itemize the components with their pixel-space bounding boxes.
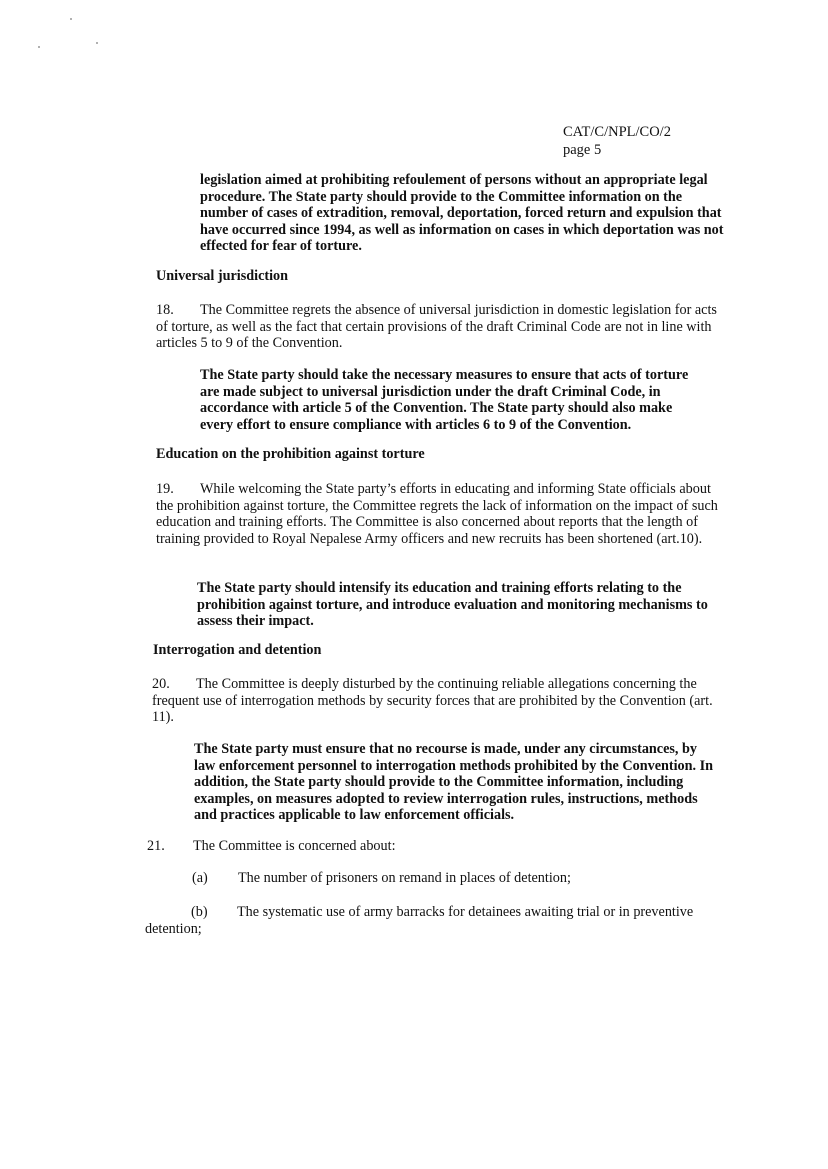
paragraph-number: 20. <box>152 676 170 692</box>
paragraph-18 <box>156 302 726 352</box>
scan-speck <box>96 42 98 44</box>
paragraph-text: The Committee is deeply disturbed by the continuing reliable allegations concerning the frequent use of interrogation methods by security forces that are prohibited by the Convention (art. 11). <box>152 676 713 726</box>
page-number: page 5 <box>563 142 602 158</box>
list-item-text: The systematic use of army barracks for detainees awaiting trial or in preventive detention; <box>145 904 694 937</box>
paragraph-21 <box>147 838 396 855</box>
paragraph-19 <box>156 481 726 547</box>
list-item-b <box>145 904 717 937</box>
paragraph-20 <box>152 676 720 726</box>
paragraph-continuation: legislation aimed at prohibiting refoulement of persons without an appropriate legal procedure. The State party should provide to the Committee information on the number of cases of extradition, removal, deportation, forced return and expulsion that have occurred since 1994, as well as information on cases in which deportation was not effected for fear of torture. <box>200 172 724 255</box>
paragraph-text: The Committee is concerned about: <box>193 838 396 854</box>
paragraph-text: The Committee regrets the absence of universal jurisdiction in domestic legislation for acts of torture, as well as the fact that certain provisions of the draft Criminal Code are not in line with articles 5 to 9 of the Convention. <box>156 302 717 352</box>
section-heading-interrogation: Interrogation and detention <box>153 642 322 658</box>
scan-speck <box>38 46 40 48</box>
recommendation-19: The State party should intensify its education and training efforts relating to the prohibition against torture, and introduce evaluation and monitoring mechanisms to assess their impact. <box>197 580 708 630</box>
scan-speck <box>70 18 72 20</box>
paragraph-text: While welcoming the State party’s efforts in educating and informing State officials about the prohibition against torture, the Committee regrets the lack of information on the impact of such education and training efforts. The Committee is also concerned about reports that the length of training provided to Royal Nepalese Army officers and new recruits has been shortened (art.10). <box>156 481 718 547</box>
paragraph-number: 19. <box>156 481 174 497</box>
recommendation-18: The State party should take the necessary measures to ensure that acts of torture are made subject to universal jurisdiction under the draft Criminal Code, in accordance with article 5 of the Convention. The State party should also make every effort to ensure compliance with articles 6 to 9 of the Convention. <box>200 367 689 433</box>
document-symbol: CAT/C/NPL/CO/2 <box>563 124 671 140</box>
list-item-text: The number of prisoners on remand in places of detention; <box>238 870 571 886</box>
paragraph-number: 18. <box>156 302 174 318</box>
list-item-a <box>192 870 571 887</box>
recommendation-20: The State party must ensure that no recourse is made, under any circumstances, by law enforcement personnel to interrogation methods prohibited by the Convention. In addition, the State party should provide to the Committee information, including examples, on measures adopted to review interrogation rules, instructions, methods and practices applicable to law enforcement officials. <box>194 741 714 824</box>
section-heading-education: Education on the prohibition against torture <box>156 446 425 462</box>
paragraph-number: 21. <box>147 838 165 854</box>
section-heading-universal-jurisdiction: Universal jurisdiction <box>156 268 289 284</box>
document-header <box>563 123 671 159</box>
list-item-label: (b) <box>191 904 208 920</box>
list-item-label: (a) <box>192 870 208 886</box>
